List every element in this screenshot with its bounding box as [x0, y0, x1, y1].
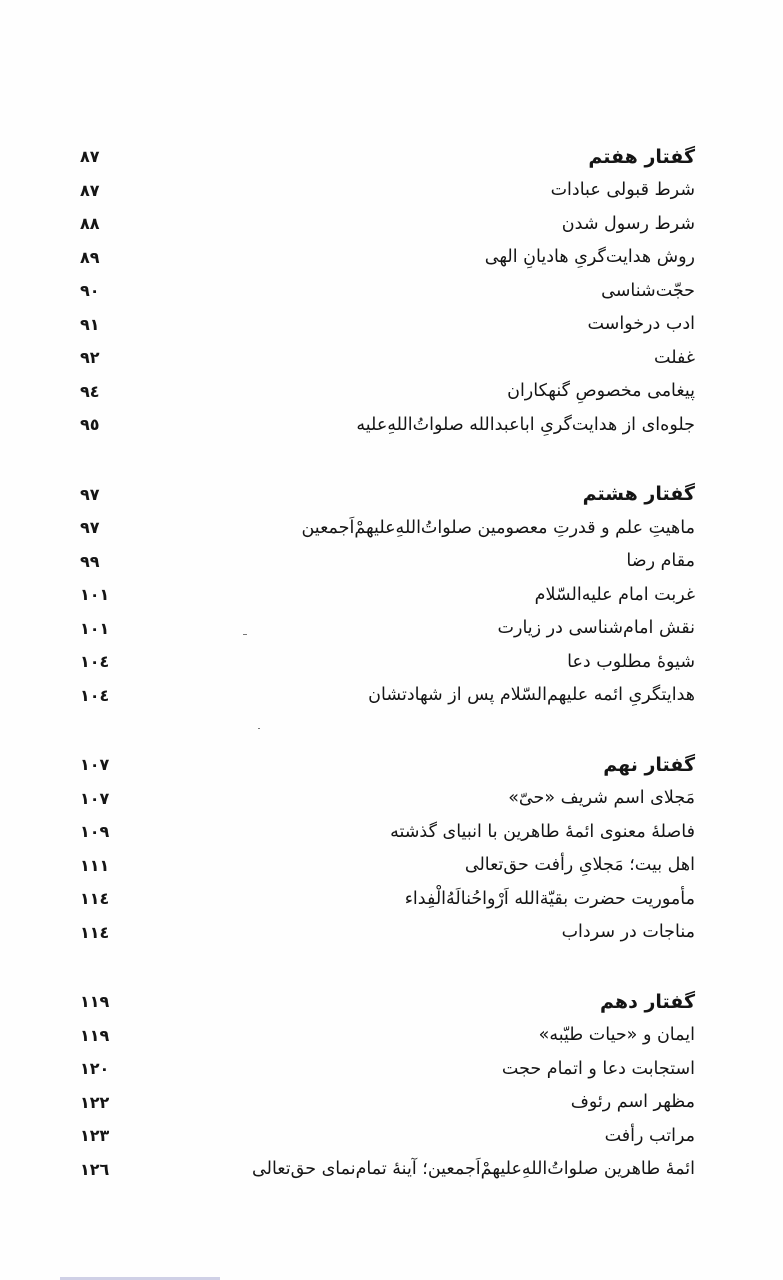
entry-title: مقام رضا — [626, 551, 695, 572]
page-number: ۱۰۱ — [80, 618, 110, 638]
toc-entry[interactable] — [60, 375, 695, 409]
section-heading-row[interactable] — [60, 748, 695, 782]
entry-title: مراتب رأفت — [604, 1125, 695, 1146]
page-number: ۱۰۷ — [80, 755, 110, 775]
page-number: ۹۰ — [80, 281, 100, 301]
entry-title: پیغامی مخصوصِ گنهکاران — [507, 381, 695, 402]
section-heading-row[interactable] — [60, 985, 695, 1019]
toc-entry[interactable] — [60, 815, 695, 849]
page-number: ۹۱ — [80, 314, 100, 334]
toc-entry[interactable] — [60, 174, 695, 208]
entry-title: استجابت دعا و اتمام حجت — [501, 1058, 695, 1079]
toc-section — [60, 748, 695, 949]
page-number: ۱۰٤ — [80, 652, 110, 672]
toc-entry[interactable] — [60, 1086, 695, 1120]
page-number: ۱۲۲ — [80, 1092, 110, 1112]
toc-entry[interactable] — [60, 341, 695, 375]
toc-entry[interactable] — [60, 612, 695, 646]
toc-section — [60, 985, 695, 1186]
page-number: ۱۲۳ — [80, 1126, 110, 1146]
page-number: ۱۱۱ — [80, 855, 110, 875]
toc-entry[interactable] — [60, 679, 695, 713]
page-number: ۱۱۹ — [80, 1025, 110, 1045]
page-number: ۱۱٤ — [80, 922, 110, 942]
entry-title: مظهر اسم رئوف — [570, 1092, 695, 1113]
table-of-contents — [60, 140, 695, 1222]
entry-title: جلوه‌ای از هدایت‌گریِ اباعبدالله صلواتُ‌اللهِ‌علیه — [356, 414, 695, 435]
page-number: ۱۲۰ — [80, 1059, 110, 1079]
section-heading: گفتار دهم — [600, 990, 695, 1013]
page-number: ۱۰۷ — [80, 788, 110, 808]
toc-entry[interactable] — [60, 916, 695, 950]
page-number: ۹۹ — [80, 551, 100, 571]
section-heading: گفتار هشتم — [582, 483, 695, 506]
entry-title: غفلت — [654, 347, 695, 368]
entry-title: نقش امام‌شناسی در زیارت — [497, 618, 695, 639]
entry-title: شرط رسول شدن — [561, 213, 695, 234]
section-heading-row[interactable] — [60, 140, 695, 174]
toc-entry[interactable] — [60, 782, 695, 816]
section-heading: گفتار نهم — [603, 753, 695, 776]
entry-title: شرط قبولی عبادات — [550, 180, 695, 201]
toc-entry[interactable] — [60, 849, 695, 883]
toc-entry[interactable] — [60, 1153, 695, 1187]
entry-title: شیوهٔ مطلوب دعا — [567, 651, 695, 672]
print-speck — [243, 634, 247, 635]
toc-entry[interactable] — [60, 207, 695, 241]
print-speck — [258, 728, 260, 729]
toc-entry[interactable] — [60, 645, 695, 679]
entry-title: مَجلای اسم شریف «حیّ» — [508, 788, 695, 809]
toc-section — [60, 140, 695, 442]
page-number: ۱۲٦ — [80, 1159, 110, 1179]
toc-entry[interactable] — [60, 241, 695, 275]
toc-entry[interactable] — [60, 1119, 695, 1153]
page-number: ۸۷ — [80, 180, 100, 200]
toc-entry[interactable] — [60, 408, 695, 442]
toc-entry[interactable] — [60, 545, 695, 579]
section-heading-row[interactable] — [60, 478, 695, 512]
page-number: ۹۲ — [80, 348, 100, 368]
entry-title: ادب درخواست — [587, 314, 695, 335]
page-number: ۱۱٤ — [80, 889, 110, 909]
entry-title: ماهیتِ علم و قدرتِ معصومین صلواتُ‌اللهِ‌علیهمْ‌اَجمعین — [301, 517, 695, 538]
entry-title: غربت امام علیه‌السّلام — [534, 584, 695, 605]
entry-title: فاصلهٔ معنوی ائمهٔ طاهرین با انبیای گذشته — [390, 821, 695, 842]
page-number: ۱۰۱ — [80, 585, 110, 605]
toc-entry[interactable] — [60, 1019, 695, 1053]
page-number: ۸۸ — [80, 214, 100, 234]
page-number: ۹٤ — [80, 381, 100, 401]
entry-title: ائمهٔ طاهرین صلواتُ‌اللهِ‌علیهمْ‌اَجمعین؛ آینهٔ تمام‌نمای حق‌تعالی — [252, 1159, 695, 1180]
page-number: ۹۷ — [80, 484, 100, 504]
toc-entry[interactable] — [60, 308, 695, 342]
page-number: ۹٥ — [80, 415, 100, 435]
page-number: ۸۹ — [80, 247, 100, 267]
page-number: ۱۰۹ — [80, 822, 110, 842]
toc-entry[interactable] — [60, 882, 695, 916]
entry-title: هدایتگریِ ائمه علیهم‌السّلام پس از شهادتشان — [368, 685, 695, 706]
toc-entry[interactable] — [60, 274, 695, 308]
toc-section — [60, 478, 695, 713]
toc-entry[interactable] — [60, 511, 695, 545]
toc-entry[interactable] — [60, 578, 695, 612]
entry-title: ایمان و «حیات طیّبه» — [538, 1025, 695, 1046]
section-heading: گفتار هفتم — [588, 145, 695, 168]
entry-title: روش هدایت‌گریِ هادیانِ الهی — [484, 247, 695, 268]
entry-title: حجّت‌شناسی — [601, 280, 695, 301]
entry-title: مناجات در سرداب — [561, 922, 695, 943]
page-number: ۱۰٤ — [80, 685, 110, 705]
entry-title: مأموریت حضرت بقیّةالله اَرْواحُنالَهُ‌الْفِداء — [404, 888, 695, 909]
page-number: ۹۷ — [80, 518, 100, 538]
entry-title: اهل بیت؛ مَجلایِ رأفت حق‌تعالی — [464, 855, 695, 876]
page-number: ۸۷ — [80, 147, 100, 167]
page-number: ۱۱۹ — [80, 992, 110, 1012]
toc-entry[interactable] — [60, 1052, 695, 1086]
